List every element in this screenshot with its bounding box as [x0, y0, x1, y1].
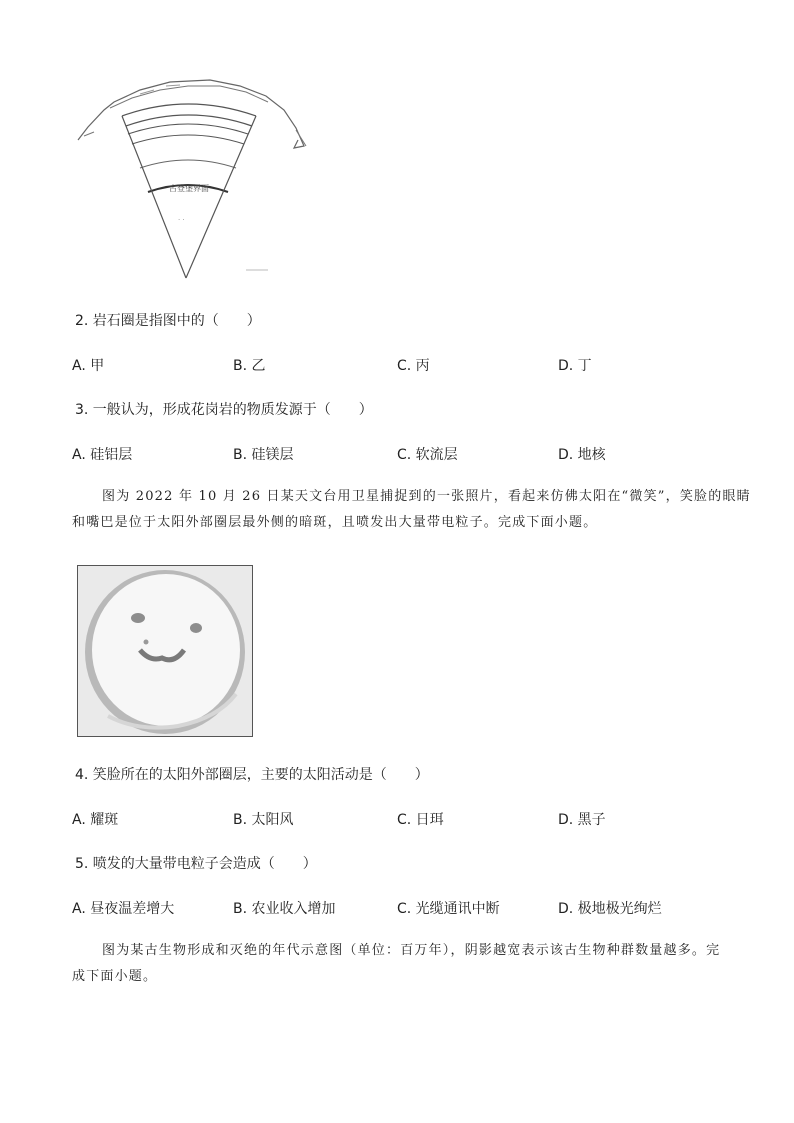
passage-1 [72, 484, 751, 536]
q3-option-b[interactable]: B. 硅镁层 [233, 447, 294, 463]
mantle-arc [140, 160, 236, 168]
q3-option-d[interactable]: D. 地核 [558, 447, 606, 463]
left-pointer-mark [84, 132, 94, 136]
q2-option-b[interactable]: B. 乙 [233, 358, 266, 374]
q3-option-a[interactable]: A. 硅铝层 [72, 447, 133, 463]
q4-option-a[interactable]: A. 耀斑 [72, 812, 119, 828]
q2-option-a[interactable]: A. 甲 [72, 358, 105, 374]
q4-option-d[interactable]: D. 黑子 [558, 812, 606, 828]
q5-option-a[interactable]: A. 昼夜温差增大 [72, 901, 175, 917]
question-2: 2. 岩石圈是指图中的（ ） [75, 313, 261, 329]
passage-1-line-2: 和嘴巴是位于太阳外部圈层最外侧的暗斑，且喷发出大量带电粒子。完成下面小题。 [72, 515, 598, 530]
sun-photo [77, 565, 253, 737]
sector-right-edge [186, 116, 256, 278]
passage-1-line-1: 图为 2022 年 10 月 26 日某天文台用卫星捕捉到的一张照片，看起来仿佛太阳在“微笑”，笑脸的眼睛 [102, 489, 751, 504]
q5-option-c[interactable]: C. 光缆通讯中断 [397, 901, 500, 917]
layer-arc-4 [132, 135, 244, 144]
earth-sector-svg [70, 72, 320, 287]
question-5: 5. 喷发的大量带电粒子会造成（ ） [75, 856, 317, 872]
sun-spot-small [144, 640, 149, 645]
sun-left-eye [131, 613, 145, 623]
inner-small-label: · · [178, 216, 185, 224]
q2-option-c[interactable]: C. 丙 [397, 358, 430, 374]
sun-disc [92, 574, 240, 726]
surface-curve [110, 86, 268, 108]
passage-2 [72, 938, 722, 990]
question-3: 3. 一般认为，形成花岗岩的物质发源于（ ） [75, 402, 373, 418]
q5-option-d[interactable]: D. 极地极光绚烂 [558, 901, 662, 917]
passage-2-line-2: 成下面小题。 [72, 969, 158, 984]
land-outline [78, 80, 304, 148]
sun-right-eye [190, 623, 202, 633]
earth-structure-diagram [70, 72, 320, 287]
sector-left-edge [122, 116, 186, 278]
q5-option-b[interactable]: B. 农业收入增加 [233, 901, 336, 917]
sun-photo-svg [78, 566, 252, 736]
passage-2-line-1: 图为某古生物形成和灭绝的年代示意图（单位：百万年），阴影越宽表示该古生物种群数量越多。完 [102, 943, 721, 958]
q4-option-c[interactable]: C. 日珥 [397, 812, 444, 828]
q4-option-b[interactable]: B. 太阳风 [233, 812, 294, 828]
core-boundary-label: 古登堡界面 [169, 184, 209, 193]
q3-option-c[interactable]: C. 软流层 [397, 447, 458, 463]
layer-arc-3 [128, 124, 248, 134]
question-4: 4. 笑脸所在的太阳外部圈层，主要的太阳活动是（ ） [75, 767, 429, 783]
right-pointer-mark [296, 130, 306, 146]
q2-option-d[interactable]: D. 丁 [558, 358, 592, 374]
layer-arc-1 [122, 104, 256, 116]
